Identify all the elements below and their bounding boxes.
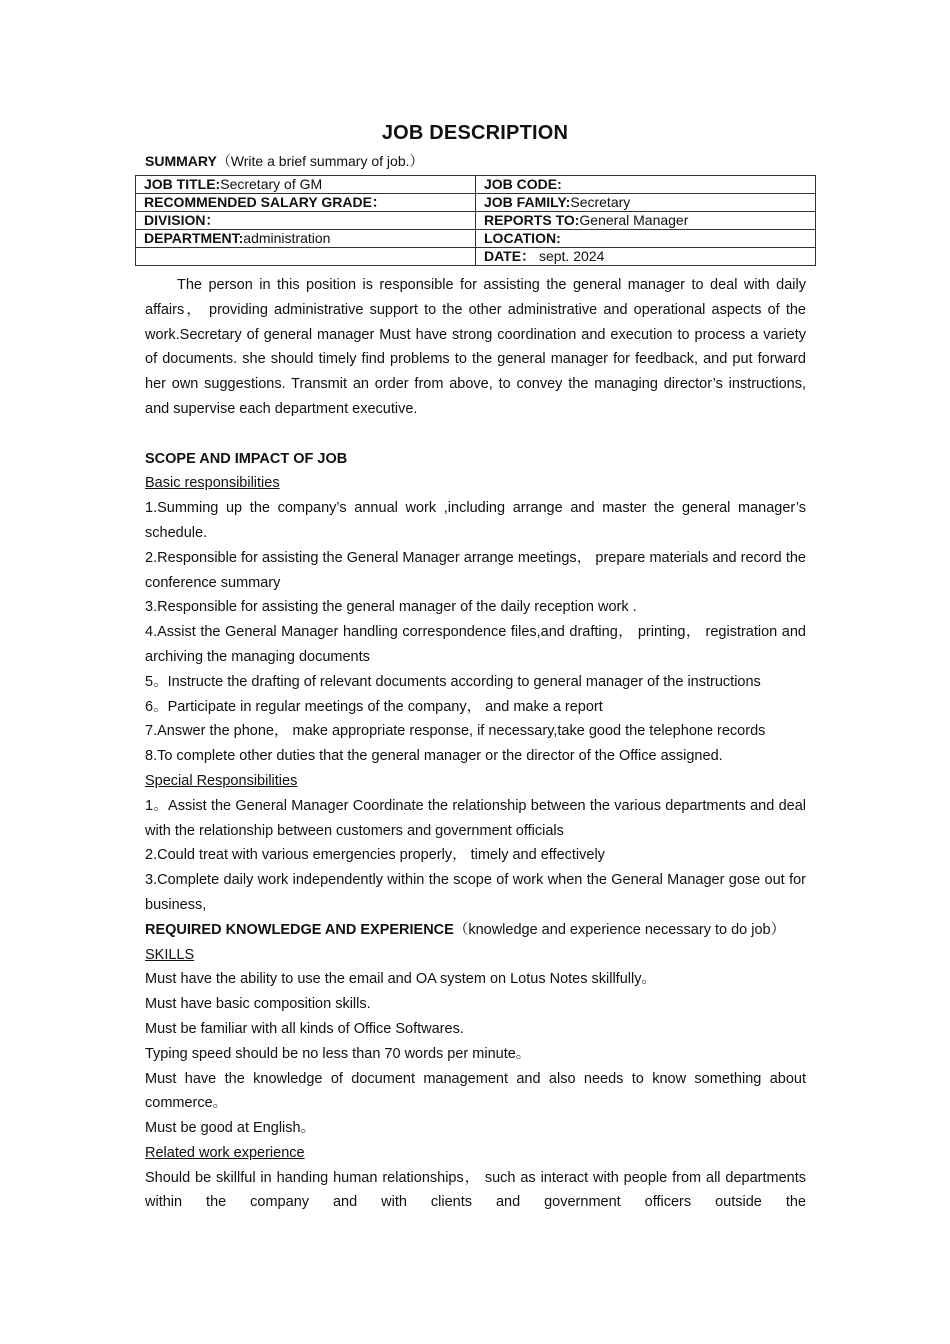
experience-text: Should be skillful in handing human relationships， such as interact with people from all departments within the company and with clients and government officers outside the: [145, 1169, 806, 1211]
knowledge-hint: （knowledge and experience necessary to do job）: [453, 921, 786, 938]
table-row: [136, 176, 816, 194]
department-cell: [136, 230, 476, 248]
job-code-label: JOB CODE:: [484, 176, 562, 192]
location-cell: [476, 230, 816, 248]
list-item: 1.Summing up the company’s annual work ,including arrange and master the general manager’s schedule.: [145, 500, 806, 541]
list-item: 6。Participate in regular meetings of the company， and make a report: [145, 698, 603, 715]
salary-grade-cell: [136, 194, 476, 212]
salary-grade-label: RECOMMENDED SALARY GRADE：: [144, 194, 386, 210]
basic-responsibilities-heading: Basic responsibilities: [145, 475, 280, 492]
date-value: sept. 2024: [535, 248, 605, 264]
job-title-cell: [136, 176, 476, 194]
job-family-value: Secretary: [570, 194, 631, 210]
list-item: Must have the ability to use the email and OA system on Lotus Notes skillfully。: [145, 971, 656, 988]
list-item: Must have the knowledge of document management and also needs to know something about commerce。: [145, 1070, 806, 1112]
reports-to-cell: [476, 212, 816, 230]
skills-heading: SKILLS: [145, 946, 195, 963]
list-item: Must be familiar with all kinds of Office Softwares.: [145, 1020, 464, 1037]
list-item: 2.Responsible for assisting the General Manager arrange meetings， prepare materials and record the conference summary: [145, 549, 806, 591]
list-item: 7.Answer the phone， make appropriate response, if necessary,take good the telephone records: [145, 723, 766, 740]
summary-hint: （Write a brief summary of job.）: [216, 153, 424, 169]
knowledge-heading-line: [145, 918, 806, 943]
experience-heading: Related work experience: [145, 1144, 305, 1161]
table-row: [136, 194, 816, 212]
document-body: [145, 273, 806, 1215]
document-title: JOB DESCRIPTION: [381, 122, 569, 144]
department-value: administration: [243, 230, 331, 246]
job-family-label: JOB FAMILY:: [484, 194, 571, 210]
list-item: 2.Could treat with various emergencies properly， timely and effectively: [145, 847, 605, 864]
list-item: 3.Responsible for assisting the general manager of the daily reception work .: [145, 599, 637, 616]
job-family-cell: [476, 194, 816, 212]
list-item: 1。Assist the General Manager Coordinate the relationship between the various departments and deal with the relationship between customers and government officials: [145, 797, 806, 839]
scope-heading: SCOPE AND IMPACT OF JOB: [145, 450, 348, 467]
summary-line: [145, 151, 424, 171]
location-label: LOCATION:: [484, 230, 561, 246]
date-label: DATE：: [484, 248, 536, 264]
empty-cell: [136, 248, 476, 266]
job-info-table: [135, 175, 816, 266]
list-item: Must be good at English。: [145, 1120, 316, 1137]
division-cell: [136, 212, 476, 230]
list-item: 4.Assist the General Manager handling correspondence files,and drafting， printing， registration and archiving the managing documents: [145, 624, 806, 665]
job-title-value: Secretary of GM: [220, 176, 323, 192]
job-title-label: JOB TITLE:: [144, 176, 221, 192]
table-row: [136, 230, 816, 248]
table-row: [136, 248, 816, 266]
table-row: [136, 212, 816, 230]
reports-to-value: General Manager: [579, 212, 689, 228]
division-label: DIVISION：: [144, 212, 220, 228]
knowledge-heading: REQUIRED KNOWLEDGE AND EXPERIENCE: [145, 921, 454, 938]
department-label: DEPARTMENT:: [144, 230, 244, 246]
list-item: 3.Complete daily work independently within the scope of work when the General Manager gose out for business,: [145, 872, 806, 913]
special-responsibilities-heading: Special Responsibilities: [145, 772, 298, 789]
reports-to-label: REPORTS TO:: [484, 212, 580, 228]
list-item: Must have basic composition skills.: [145, 996, 371, 1013]
job-code-cell: [476, 176, 816, 194]
date-cell: [476, 248, 816, 266]
summary-label: SUMMARY: [145, 153, 217, 169]
summary-paragraph: The person in this position is responsible for assisting the general manager to deal with daily affairs， providing administrative support to the other administrative and operational aspects of the work.Secretary of general manager Must have strong coordination and execution to process a variety of documents. she should timely find problems to the general manager for feedback, and put forward her own suggestions. Transmit an order from above, to convey the managing director’s instructions, and supervise each department executive.: [145, 277, 806, 417]
list-item: 5。Instructe the drafting of relevant documents according to general manager of the instructions: [145, 673, 761, 690]
list-item: 8.To complete other duties that the general manager or the director of the Office assigned.: [145, 748, 723, 765]
blank-line: [145, 422, 806, 447]
list-item: Typing speed should be no less than 70 words per minute。: [145, 1045, 531, 1062]
